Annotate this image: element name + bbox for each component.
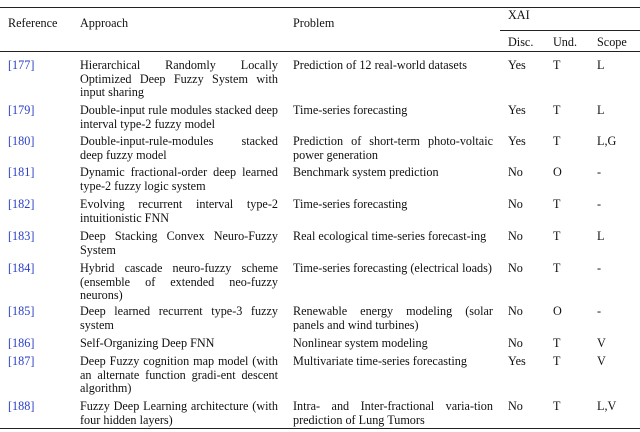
header-und: Und. (553, 35, 578, 49)
scope-cell: L (597, 103, 605, 117)
approach-cell: Fuzzy Deep Learning architecture (with four hidden layers) (80, 399, 278, 427)
approach-cell: Evolving recurrent interval type-2 intuitionistic FNN (80, 197, 278, 225)
problem-cell: Prediction of short-term photo-voltaic power generation (293, 134, 493, 162)
reference-link[interactable]: [188] (8, 399, 35, 413)
top-rule (0, 7, 640, 8)
und-cell: T (553, 261, 561, 275)
disc-cell: No (508, 399, 523, 413)
problem-cell: Renewable energy modeling (solar panels and wind turbines) (293, 304, 493, 332)
reference-link[interactable]: [177] (8, 58, 35, 72)
und-cell: T (553, 229, 561, 243)
reference-link[interactable]: [179] (8, 103, 35, 117)
approach-cell: Deep Stacking Convex Neuro-Fuzzy System (80, 229, 278, 257)
reference-link[interactable]: [181] (8, 165, 35, 179)
disc-cell: No (508, 261, 523, 275)
reference-link[interactable]: [187] (8, 354, 35, 368)
xai-rule (500, 30, 640, 31)
approach-cell: Hybrid cascade neuro-fuzzy scheme (ensemble of extended neo-fuzzy neurons) (80, 261, 278, 303)
reference-link[interactable]: [186] (8, 336, 35, 350)
und-cell: T (553, 134, 561, 148)
problem-cell: Nonlinear system modeling (293, 336, 428, 350)
problem-cell: Benchmark system prediction (293, 165, 439, 179)
reference-link[interactable]: [180] (8, 134, 35, 148)
approach-cell: Self-Organizing Deep FNN (80, 336, 215, 350)
und-cell: T (553, 354, 561, 368)
und-cell: T (553, 58, 561, 72)
approach-cell: Double-input-rule-modules stacked deep fuzzy model (80, 134, 278, 162)
reference-link[interactable]: [183] (8, 229, 35, 243)
problem-cell: Prediction of 12 real-world datasets (293, 58, 467, 72)
bottom-rule (0, 428, 640, 429)
und-cell: T (553, 399, 561, 413)
und-cell: T (553, 336, 561, 350)
header-reference: Reference (8, 16, 58, 30)
problem-cell: Time-series forecasting (293, 103, 408, 117)
header-disc: Disc. (508, 35, 534, 49)
problem-cell: Time-series forecasting (293, 197, 408, 211)
header-scope: Scope (597, 35, 627, 49)
problem-cell: Time-series forecasting (electrical loads) (293, 261, 492, 275)
scope-cell: L (597, 229, 605, 243)
und-cell: O (553, 304, 562, 318)
approach-cell: Deep learned recurrent type-3 fuzzy system (80, 304, 278, 332)
disc-cell: Yes (508, 103, 526, 117)
approach-cell: Deep Fuzzy cognition map model (with an alternate function gradi-ent descent algorithm) (80, 354, 278, 396)
disc-cell: No (508, 229, 523, 243)
reference-link[interactable]: [185] (8, 304, 35, 318)
scope-cell: L (597, 58, 605, 72)
disc-cell: Yes (508, 134, 526, 148)
disc-cell: Yes (508, 58, 526, 72)
approach-cell: Double-input rule modules stacked deep interval type-2 fuzzy model (80, 103, 278, 131)
problem-cell: Intra- and Inter-fractional varia-tion prediction of Lung Tumors (293, 399, 493, 427)
disc-cell: No (508, 197, 523, 211)
header-rule (0, 51, 640, 52)
und-cell: T (553, 103, 561, 117)
scope-cell: - (597, 304, 602, 318)
scope-cell: L,G (597, 134, 617, 148)
reference-link[interactable]: [182] (8, 197, 35, 211)
scope-cell: - (597, 261, 602, 275)
disc-cell: No (508, 336, 523, 350)
header-approach: Approach (80, 16, 129, 30)
approach-cell: Dynamic fractional-order deep learned type-2 fuzzy logic system (80, 165, 278, 193)
approach-cell: Hierarchical Randomly Locally Optimized Deep Fuzzy System with input sharing (80, 58, 278, 100)
disc-cell: Yes (508, 354, 526, 368)
scope-cell: - (597, 165, 602, 179)
scope-cell: L,V (597, 399, 617, 413)
und-cell: T (553, 197, 561, 211)
header-xai: XAI (508, 8, 530, 22)
reference-link[interactable]: [184] (8, 261, 35, 275)
problem-cell: Real ecological time-series forecast-ing (293, 229, 487, 243)
disc-cell: No (508, 165, 523, 179)
header-problem: Problem (293, 16, 335, 30)
und-cell: O (553, 165, 562, 179)
scope-cell: - (597, 197, 602, 211)
disc-cell: No (508, 304, 523, 318)
problem-cell: Multivariate time-series forecasting (293, 354, 467, 368)
scope-cell: V (597, 336, 606, 350)
scope-cell: V (597, 354, 606, 368)
